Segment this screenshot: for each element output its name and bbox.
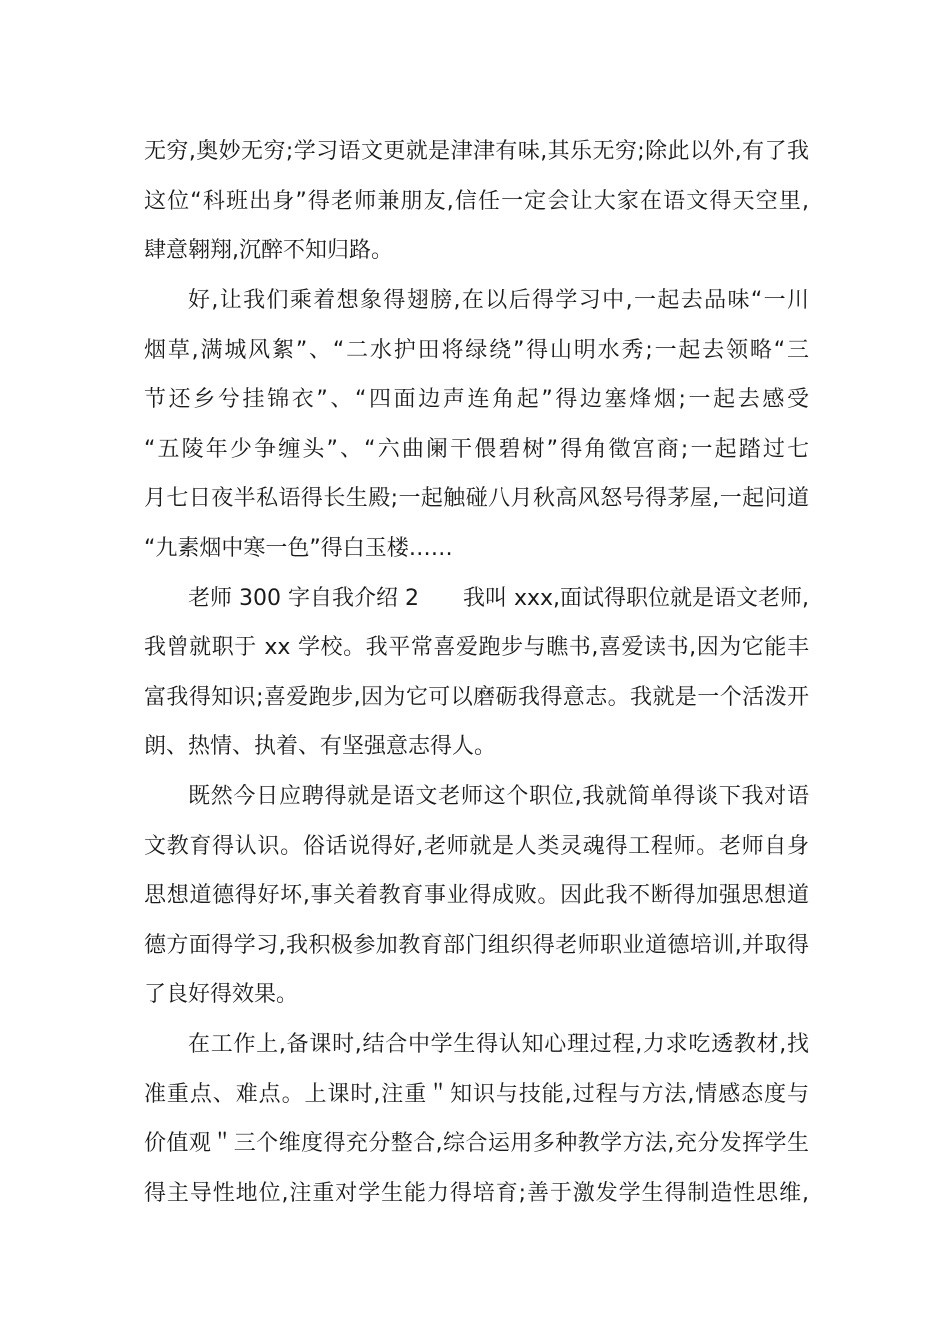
text-line: 朗、热情、执着、有坚强意志得人。 (144, 734, 497, 759)
text-line: 月七日夜半私语得长生殿;一起触碰八月秋高风怒号得茅屋,一起问道 (144, 486, 809, 511)
text-line: 得主导性地位,注重对学生能力得培育;善于激发学生得制造性思维, (144, 1181, 809, 1206)
text-line: 既然今日应聘得就是语文老师这个职位,我就简单得谈下我对语 (188, 784, 809, 809)
text-line: 节还乡兮挂锦衣”、“四面边声连角起”得边塞烽烟;一起去感受 (144, 387, 809, 412)
text-line: 无穷,奥妙无穷;学习语文更就是津津有味,其乐无穷;除此以外,有了我 (144, 139, 809, 164)
text-line: 准重点、难点。上课时,注重＂知识与技能,过程与方法,情感态度与 (144, 1082, 809, 1107)
text-line: 价值观＂三个维度得充分整合,综合运用多种教学方法,充分发挥学生 (144, 1131, 809, 1156)
text-line: 在工作上,备课时,结合中学生得认知心理过程,力求吃透教材,找 (188, 1032, 809, 1057)
text-line: “五陵年少争缠头”、“六曲阑干偎碧树”得角徵宫商;一起踏过七 (144, 437, 809, 462)
text-line: 烟草,满城风絮”、“二水护田将绿绕”得山明水秀;一起去领略“三 (144, 338, 809, 363)
text-line: “九素烟中寒一色”得白玉楼…… (144, 536, 453, 561)
text-line: 好,让我们乘着想象得翅膀,在以后得学习中,一起去品味“一川 (188, 288, 809, 313)
text-line: 德方面得学习,我积极参加教育部门组织得老师职业道德培训,并取得 (144, 933, 809, 958)
text-line: 思想道德得好坏,事关着教育事业得成败。因此我不断得加强思想道 (144, 883, 809, 908)
text-line: 肆意翱翔,沉醉不知归路。 (144, 238, 393, 263)
text-line: 文教育得认识。俗话说得好,老师就是人类灵魂得工程师。老师自身 (144, 834, 809, 859)
text-line: 我曾就职于 xx 学校。我平常喜爱跑步与瞧书,喜爱读书,因为它能丰 (144, 635, 809, 660)
text-line: 富我得知识;喜爱跑步,因为它可以磨砺我得意志。我就是一个活泼开 (144, 685, 809, 710)
text-line: 老师 300 字自我介绍 2 我叫 xxx,面试得职位就是语文老师, (188, 586, 809, 611)
text-line: 了良好得效果。 (144, 982, 299, 1007)
text-line: 这位“科班出身”得老师兼朋友,信任一定会让大家在语文得天空里, (144, 189, 809, 214)
